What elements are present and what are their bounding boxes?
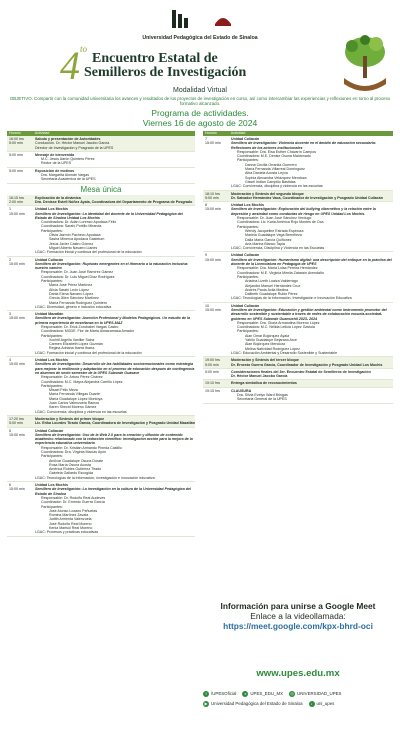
schedule-row	[7, 168, 195, 184]
schedule-activity	[35, 483, 195, 535]
activity-line: Wendy Jacqueline Estrada Espinoza	[245, 228, 304, 233]
schedule-row	[203, 357, 393, 369]
schedule-row	[203, 252, 393, 302]
event-title	[60, 43, 350, 88]
schedule-time: 19:00 hrs 5:00 min	[205, 358, 220, 367]
header-time: Horario	[205, 131, 217, 136]
schedule-time: 17:20 hrs 5:00 min	[9, 416, 24, 426]
activity-line: Misael Félix Meza	[49, 388, 78, 393]
activity-line: Juan Carlos Valenzuela Ramos	[49, 401, 100, 406]
activity-line: Kenia Marisol Real Moreno	[49, 526, 93, 531]
activity-line: José Rodolfo Real Moreno	[49, 521, 92, 526]
header-time: Horario	[9, 131, 21, 136]
activity-line: Semillero de Investigación: Violencia docente en el ámbito de educación secundaria: Reflexiones de los actores institucionales	[231, 141, 377, 150]
header-activity: Actividad	[230, 131, 246, 136]
schedule-activity	[231, 389, 393, 402]
activity-line: Coordinadora: Dra. Virginia Macías Ayón	[41, 450, 106, 454]
activity-line: Responsable: Dr. Juan José Ramírez Gámez	[41, 270, 114, 275]
program-date: Viernes 16 de agosto de 2024	[142, 117, 258, 128]
modality: Modalidad Virtual	[173, 87, 227, 94]
upes-logo-icon	[170, 8, 192, 32]
activity-line: Unidad Culiacán	[231, 303, 260, 308]
activity-line: LGAC: Formación inicial y continua del profesional de la educación	[35, 250, 142, 255]
activity-line: Coordinador: Dr. Ernesto Guerra García	[41, 500, 105, 505]
schedule-row	[203, 202, 393, 252]
schedule-time: 7 15:00 min	[205, 137, 221, 146]
activity-line: Entrega simbólica de reconocimientos	[231, 381, 297, 386]
activity-line: Yahilo Guadalupe Bejarano Arce	[245, 338, 297, 343]
website-link[interactable]: www.upes.edu.mx	[256, 668, 340, 679]
activity-line: Participantes:	[41, 383, 63, 388]
activity-line: Responsable: Dr. Erick Zorobabel Vargas Castro	[41, 324, 119, 329]
schedule-time: 8 15:00 min	[205, 203, 221, 212]
schedule-row	[7, 311, 195, 357]
activity-line: LGAC: Diversidad, género e inclusión educativa	[35, 304, 112, 309]
schedule-activity	[35, 207, 195, 254]
meet-link[interactable]: https://meet.google.com/kpx-bhrd-oci	[223, 621, 373, 632]
activity-line: Dr. Héctor Manuel Jacobo García	[231, 374, 288, 379]
activity-line: Romina Martínez Zavala	[49, 513, 89, 518]
activity-line: Consideraciones finales del 3er. Encuentro Estatal de Semilleros de Investigación	[231, 369, 371, 374]
schedule-activity	[231, 203, 393, 250]
activity-line: Ariadna Lizeth Loaiza Valderrago	[245, 279, 298, 284]
schedule-activity	[35, 312, 195, 355]
schedule-row	[203, 380, 393, 387]
schedule-activity	[231, 192, 393, 201]
activity-line: Coordinadora: Sarahí Portillo Miranda	[41, 224, 102, 229]
activity-line: Dr. Ernesto Guerra García, Coordinador de Investigación y Posgrado Unidad Los Mochis	[231, 362, 383, 367]
activity-line: Dalia María García Quiñonez	[245, 237, 292, 242]
university-name: Universidad Pedagógica del Estado de Sinaloa	[142, 35, 258, 41]
activity-line: Dalibeth Guadalupe Rubio Pérez	[245, 292, 298, 297]
activity-line: Andrés Paola Ávila Medina	[245, 287, 289, 292]
schedule-activity	[231, 137, 393, 189]
activity-line: Coordinadora: Dr. Adán Lorenzo Apodaca Félix	[41, 220, 117, 225]
activity-line: Participantes:	[41, 454, 63, 459]
schedule-activity	[35, 169, 195, 182]
activity-line: Responsable: Dr. Arturo Pérez Chávez	[41, 375, 103, 380]
edition-suffix: to	[80, 44, 88, 54]
activity-line: Jesús Javier Castro Gómez	[49, 241, 94, 246]
activity-line: Moderación y Síntesis del primer bloque	[35, 416, 105, 421]
activity-line: Unidad Los Mochis	[231, 203, 264, 208]
activity-line: Alicia Sarahí León López	[49, 287, 89, 292]
twitter-link[interactable]	[242, 689, 283, 699]
schedule-row	[203, 303, 393, 358]
schedule-activity	[231, 358, 393, 367]
activity-line: Unidad Mazatlán	[35, 312, 64, 317]
activity-line: Secretaria General de la UPES	[237, 397, 287, 402]
activity-line: Unidad Culiacán	[35, 257, 64, 262]
activity-line: Lic. Erika Lourdes Tirado García, Coordinadora de Investigación y Posgrado Unidad Mazatlán	[35, 421, 195, 426]
program-title: Programa de actividades.	[151, 108, 249, 118]
activity-line: Karen Shecid Moreno Gámez	[49, 405, 97, 410]
activity-line: M.C. Jesús Aarón Quintero Pérez	[41, 157, 95, 162]
activity-line: Alan Omar Bojórquez Ayala	[245, 333, 290, 338]
schedule-activity	[35, 429, 195, 481]
schedule-time: 3 15:00 min	[9, 312, 25, 321]
activity-line: Responsable: Dra. Gloria Armandina Moreno López	[237, 320, 320, 325]
activity-line: Amílcar Guadalupe Osuna Dúrate	[49, 458, 104, 463]
activity-line: LGAC: Educación Ambiental y Desarrollo Sostenible y Sustentable	[231, 350, 338, 355]
activity-line: Participantes:	[237, 274, 259, 279]
activity-line: Mariela Guadalupe Vega Berrelleza	[245, 233, 302, 238]
schedule-time: 5:00 min	[9, 152, 23, 157]
activity-line: Participantes:	[41, 333, 63, 338]
activity-line: Dr. Salvador Hernández Vaca, Coordinador de Investigación y Posgrado Unidad Culiacán	[231, 195, 383, 200]
activity-line: Semillero de Investigación: La investigación en la cultura de la Universidad Pedagógica del Estado de Sinaloa	[35, 487, 191, 496]
instagram-handle: UNIVERSIDAD_UPES	[297, 691, 342, 696]
activity-line: CLAUSURA	[231, 388, 252, 393]
activity-line: Participantes:	[41, 228, 63, 233]
schedule-activity	[231, 381, 393, 385]
youtube-icon: ▶	[204, 701, 208, 706]
schedule-time: 4 15:00 min	[9, 358, 25, 367]
tiktok-icon: ♪	[310, 701, 313, 706]
activity-line: Olivia Jazmín Pacheco Apodaca	[49, 233, 101, 238]
activity-line: Rosa María Osuna Acosta	[49, 462, 91, 467]
activity-line: Coordinadora: M.C. Nélida Leticia López Gaviola	[237, 325, 315, 330]
activity-line: Semillero de Investigación: La identidad del docente de la Universidad Pedagógica del Estado de Sinaloa Unidad Los Mochis	[35, 211, 183, 220]
schedule-row	[203, 388, 393, 404]
schedule-row	[7, 136, 195, 152]
activity-line: Danna Cecilia Orrantia Guerrero	[245, 162, 297, 167]
activity-line: Semillero de Investigación: Educación y gestión ambiental como instrumento promotor del desarrollo sostenible y sustentable a través de redes de colaboración escuela-sociedad-gobierno en UPES Subsede Guamúchil 2023- 2024	[231, 307, 387, 321]
activity-line: Rector de la UPES	[41, 161, 72, 166]
youtube-link[interactable]	[203, 699, 303, 709]
activity-line: Sasha Minerva Apodaca Gastelum	[49, 237, 105, 242]
activity-line: Unidad Los Mochis	[35, 358, 68, 363]
social-links	[203, 689, 393, 709]
schedule-time: 16:15 hrs 2:00 min	[9, 195, 24, 204]
schedule-row	[203, 369, 393, 381]
activity-line: María Fernanda Villarreal Domínguez	[245, 167, 305, 172]
program-heading	[0, 109, 400, 128]
activity-line: José Alonso Lozano Peñuelas	[49, 508, 98, 513]
schedule-row	[7, 152, 195, 168]
activity-line: Participantes:	[237, 329, 259, 334]
activity-line: Semillero de Investigación: Humanismo digital: una descripción del enfoque en la práctica del docente de la Licenciatura en Pedagogía de UPES	[231, 257, 392, 267]
schedule-time: 5 15:00 min	[9, 428, 25, 437]
activity-line: María José Pérez Martínez	[49, 283, 93, 288]
activity-line: Dra. Margarita Alomán Vargas	[41, 173, 90, 178]
activity-line: Secretaria Académica de la UPES	[41, 177, 96, 182]
meet-info-subtitle: Enlace a la videollamada:	[250, 610, 346, 621]
header-activity: Actividad	[34, 131, 50, 136]
activity-line: Carmen Elizabeth López Guzmán	[49, 342, 103, 347]
activity-line: Responsable: Dr. Rodolfo Real Audeves	[41, 495, 106, 500]
activity-line: Director de Investigación y Posgrado de la UPES	[35, 145, 114, 150]
activity-line: María Guadalupe López Montoya	[49, 396, 103, 401]
schedule-right-column	[203, 131, 393, 404]
activity-line: Dania Elena Navarro López	[49, 291, 94, 296]
activity-line: Exposición de motivos	[35, 168, 75, 173]
instagram-link[interactable]	[289, 689, 341, 699]
activity-line: Unidad Los Mochis	[35, 207, 68, 212]
activity-line: Moderación y Síntesis del tercer bloque	[231, 358, 299, 363]
activity-line: LGAC: Convivencia, disciplina y violencia en las escuelas	[231, 184, 323, 189]
schedule-time: 10 15:00 min	[205, 303, 221, 312]
activity-line: Unidad Culiacán	[35, 428, 64, 433]
activity-line: América Robles Gutiérrez Tirado	[49, 467, 102, 472]
activity-line: LGAC: Tecnologías de la Información, Investigación e Innovación Educativa	[231, 296, 352, 301]
activity-line: Mensaje de bienvenida	[35, 152, 75, 157]
activity-line: Coordinadora: M.E. Virginia Mirella Zataraín Avendaño	[237, 270, 324, 275]
activity-line: Semillero de Investigación: Aserción Profesional y Modelos Pedagógicos. Un estudio de la primera experiencia de enseñanza en la UPES-MAZ	[35, 316, 191, 325]
activity-line: Participantes:	[237, 224, 259, 229]
activity-line: Melina Natividad Rodríguez López	[245, 346, 300, 351]
activity-line: María Fernanda Rodríguez Quintero	[49, 300, 107, 305]
activity-line: Participantes:	[237, 158, 259, 163]
activity-line: Gissel Iridian Campillo Bastidas	[245, 179, 296, 184]
objective: OBJETIVO. Compartir con la comunidad universitaria los avances y resultados de los proyectos de investigación en curso, así como intercambiar las experiencias y reflexiones en torno al proceso formativo alcanzado.	[9, 96, 391, 107]
activity-line: Moderación y Síntesis del segundo bloque	[231, 191, 304, 196]
activity-line: Judith Armenta Valenzuela	[49, 517, 92, 522]
schedule-time: 16:00 hrs 5:00 min	[9, 137, 24, 146]
activity-line: Unidad Culiacán	[231, 253, 260, 258]
activity-line: Ana Marina Blanco Tapia	[245, 241, 285, 246]
activity-line: LGAC: Procesos y prácticas educativas	[35, 530, 99, 535]
tiktok-handle: uni_upes	[316, 701, 335, 706]
schedule-time: 5:00 min	[9, 168, 23, 173]
schedule-row	[203, 191, 393, 203]
activity-line: Conducción. Dr. Héctor Manuel Jacobo García	[35, 141, 110, 146]
edition-number: 4	[60, 43, 80, 88]
schedule-activity	[231, 304, 393, 356]
activity-line: Dra. Denisse Estefí Núñez Ayala, Coordinadora del Departamento de Programa de Posgrado	[35, 199, 193, 204]
schedule-left-column	[7, 131, 195, 537]
schedule-row	[7, 206, 195, 256]
activity-line: Unidad Culiacán	[231, 137, 260, 141]
activity-line: Coordinadora: Dr. Luis Miguel Díaz Rodríguez	[41, 274, 115, 279]
facebook-icon: f	[203, 691, 209, 697]
schedule-row	[7, 257, 195, 312]
title-line-2: Semilleros de Investigación	[84, 65, 247, 80]
footer	[203, 668, 393, 709]
activity-line: Responsable: Dra. Elsa Esther Chavarín Campos	[237, 149, 317, 154]
activity-line: Semillero de Investigación: Rupturas emergentes en el itinerario a la educación inclusiva: nuestro camino	[35, 261, 189, 271]
schedule-time: 1 15:00 min	[9, 207, 25, 216]
schedule-row	[7, 482, 195, 537]
schedule-time: 9 15:00 min	[205, 253, 221, 262]
activity-line: Participantes:	[41, 504, 63, 509]
activity-line: Coordinadora: M.C. Mayra Alejandra Carrillo López	[41, 379, 123, 384]
schedule-row	[203, 136, 393, 191]
activity-line: Alejandro Manuel Hernández Cruz	[245, 283, 301, 288]
schedule-activity	[35, 196, 195, 205]
schedule-time: 6 15:00 min	[9, 483, 25, 492]
header-logos	[0, 8, 400, 34]
activity-line: María Fernanda Villegas Duarte	[49, 392, 100, 397]
mesa-title: Mesa única	[80, 184, 122, 194]
schedule-time: 5:00 min	[205, 369, 219, 374]
activity-line: Regina Adriana Ibarra Ibarra	[49, 346, 95, 351]
activity-line: Responsable: Dr. Kristian Armando Pineda Castillo	[41, 445, 122, 450]
activity-line: Saludo y presentación de Autoridades	[35, 137, 101, 141]
schedule-row	[7, 357, 195, 416]
schedule-activity	[35, 153, 195, 166]
activity-line: Grecia Jilien Sánchez Martínez	[49, 296, 99, 301]
schedule-activity	[35, 258, 195, 310]
tiktok-link[interactable]	[309, 699, 335, 709]
schedule-row	[7, 195, 195, 207]
meet-info	[203, 602, 393, 631]
schedule-time: 19:15 hrs	[205, 388, 220, 393]
activity-line: Coordinadora: MGDE. Flor de María Almazarnasa Amador	[41, 329, 135, 334]
facebook-handle: /UPESOficial	[211, 691, 237, 696]
activity-line: Explicación de la dinámica	[35, 195, 81, 200]
activity-line: Responsable: Dra. María Luisa Pereira Hernández	[237, 266, 318, 271]
schedule-activity	[35, 137, 195, 150]
activity-line: Semillero de Investigación: Exploración del bullying cibernético y la relación entre la depresión y ansiedad como conductas de riesgo en UPES Unidad Los Mochis.	[231, 207, 376, 216]
schedule-activity	[231, 370, 393, 379]
activity-line: Xochitl Argelia Vanllier Sainz	[49, 337, 95, 342]
schedule-time: 18:10 hrs 5:00 min	[205, 191, 220, 200]
activity-line: Dra. Silvia Evelyn Ward Bringas	[237, 393, 288, 398]
instagram-icon: ◎	[290, 691, 294, 696]
sinaloa-logo-icon	[212, 10, 234, 30]
activity-line: Semillero de Investigación: Desarrollo de las habilidades socioemocionales como estrategia para mejorar la resiliencia y adaptación en el proceso de educación después de contingencia en alumnos de sexto semestre de la UPES Subsede Guasave	[35, 362, 195, 375]
title-line-1: Encuentro Estatal de	[92, 51, 218, 66]
schedule-row	[7, 428, 195, 483]
activity-line: Coordinadora: M.E. Denise Osuna Maldonado	[237, 154, 311, 159]
activity-line: Coordinadora: Lic. Karla América Rojo Montes de Oca	[237, 220, 324, 225]
meet-info-title: Información para unirse a Google Meet	[220, 601, 376, 611]
activity-line: LGAC: Tecnologías de la información, investigación e innovación educativa	[35, 475, 155, 480]
activity-line: Miguel Alberto Navarro Llanes	[49, 245, 98, 250]
schedule-time: 19:10 hrs	[205, 381, 220, 386]
schedule-activity	[35, 358, 195, 414]
activity-line: Alba Daniela Acosta Leyva	[245, 171, 288, 176]
twitter-handle: UPES_EDU_MX	[250, 691, 284, 696]
activity-line: Unidad Los Mochis	[35, 483, 68, 488]
activity-line: Sophia Alexandra Velázquez Mendoza	[245, 175, 307, 180]
schedule-time: 2 15:00 min	[9, 257, 25, 266]
schedule-row	[7, 416, 195, 428]
schedule-activity	[35, 417, 195, 426]
schedule-activity	[231, 253, 393, 300]
activity-line: LGAC: Formación inicial y continua del profesional de la educación	[35, 350, 142, 355]
x-twitter-icon: x	[244, 691, 247, 696]
activity-line: Participantes:	[41, 279, 63, 284]
activity-line: LGAC: Convivencia, disciplina y violencia en las escuelas	[35, 409, 127, 414]
activity-line: LGAC: Convivencia, Disciplina y Violencia en las Escuelas	[231, 246, 325, 251]
facebook-link[interactable]	[203, 689, 236, 699]
activity-line: Semillero de Investigación: Uso de la Web 2.0 para la creación y difusión de contenido académico relacionado con la redacción científica: investigación acción para la mejora de la experiencia educativa universitaria	[35, 432, 193, 446]
activity-line: Responsable: Dr. Juan José Sánchez Verdugo	[237, 216, 312, 221]
activity-line: Alan Bojórquez Mendoza	[245, 342, 286, 347]
activity-line: Gabriela Gallardo Escogida	[49, 471, 93, 476]
youtube-handle: Universidad Pedagógica del Estado de Sinaloa	[211, 701, 303, 706]
